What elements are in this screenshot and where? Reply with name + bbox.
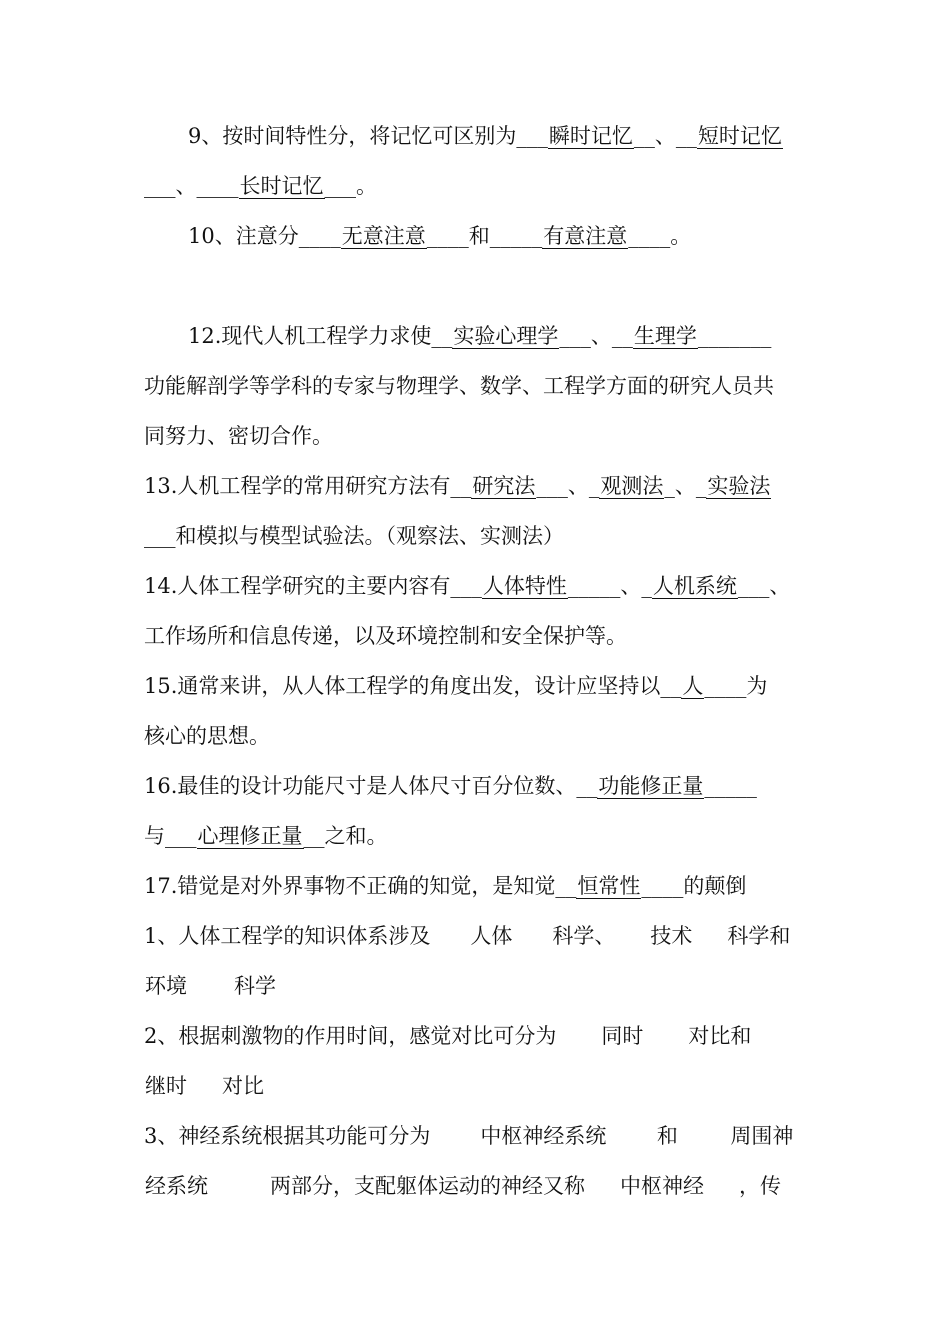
text: 对比 <box>222 1074 264 1098</box>
text: 科学、 <box>552 924 616 948</box>
text: _____、_ <box>567 574 652 598</box>
text: 9、按时间特性分，将记忆可区别为___ <box>188 124 548 148</box>
text: ___。 <box>324 174 377 198</box>
text: 10、注意分____ <box>188 224 341 248</box>
text: 两部分，支配躯体运动的神经又称 <box>270 1174 585 1198</box>
answer-blank: 继时 <box>144 1070 222 1102</box>
answer-blank: 短时记忆 <box>697 124 782 148</box>
question-14-line-1 <box>144 570 808 602</box>
question-16-line-2 <box>144 820 808 852</box>
text: 2、根据刺激物的作用时间，感觉对比可分为 <box>144 1024 557 1048</box>
text: ___、__ <box>559 324 633 348</box>
answer-blank: 中枢神经 <box>585 1170 739 1202</box>
answer-blank: 人体特性 <box>482 574 567 598</box>
text: __之和。 <box>303 824 388 848</box>
text: 12.现代人机工程学力求使__ <box>188 324 453 348</box>
question-15-line-1 <box>144 670 808 702</box>
item-3-line-1 <box>144 1120 808 1152</box>
answer-blank: 人机系统 <box>652 574 737 598</box>
answer-blank: 环境 <box>144 970 234 1002</box>
answer-blank: 周围神 <box>678 1120 794 1152</box>
text: 对比和 <box>688 1024 752 1048</box>
text: 3、神经系统根据其功能可分为 <box>144 1124 431 1148</box>
text: 1、人体工程学的知识体系涉及 <box>144 924 431 948</box>
answer-blank: 技术 <box>615 920 727 952</box>
text: ___、 <box>737 574 791 598</box>
text: ____为 <box>704 674 768 698</box>
text: 科学 <box>234 974 276 998</box>
question-13-line-2: ___和模拟与模型试验法。（观察法、实测法） <box>144 524 564 548</box>
text: 科学和 <box>727 924 791 948</box>
question-10-line <box>188 220 808 252</box>
answer-blank: 长时记忆 <box>239 174 324 198</box>
text: __、__ <box>633 124 697 148</box>
answer-blank: 人 <box>682 674 704 698</box>
item-1-line-2 <box>144 970 808 1002</box>
text: 14.人体工程学研究的主要内容有___ <box>144 574 482 598</box>
question-13-line-1 <box>144 470 808 502</box>
item-3-line-2 <box>144 1170 808 1202</box>
answer-blank: 观测法 <box>600 474 664 498</box>
answer-blank: 研究法 <box>472 474 536 498</box>
answer-blank: 心理修正量 <box>197 824 303 848</box>
question-9-line-1 <box>188 120 808 152</box>
text: ，传 <box>739 1174 781 1198</box>
answer-blank: 经系统 <box>144 1170 270 1202</box>
answer-blank: 中枢神经系统 <box>430 1120 656 1152</box>
answer-blank: 功能修正量 <box>598 774 704 798</box>
answer-blank: 同时 <box>556 1020 688 1052</box>
text: 17.错觉是对外界事物不正确的知觉，是知觉__ <box>144 874 577 898</box>
answer-blank: 恒常性 <box>577 874 641 898</box>
answer-blank: 有意注意 <box>543 224 628 248</box>
text: ____的颠倒 <box>641 874 747 898</box>
question-17-line <box>144 870 808 902</box>
question-12-line-1 <box>188 320 808 352</box>
answer-blank: 无意注意 <box>341 224 426 248</box>
item-2-line-1 <box>144 1020 808 1052</box>
text: 16.最佳的设计功能尺寸是人体尺寸百分位数、__ <box>144 774 598 798</box>
text: ___、____ <box>144 174 239 198</box>
question-16-line-1 <box>144 770 808 802</box>
text: ____和_____ <box>426 224 543 248</box>
question-12-line-2: 功能解剖学等学科的专家与物理学、数学、工程学方面的研究人员共 <box>144 374 774 398</box>
answer-blank: 实验心理学 <box>453 324 559 348</box>
item-1-line-1 <box>144 920 808 952</box>
text: _、_ <box>664 474 707 498</box>
question-9-line-2 <box>144 170 808 202</box>
question-14-line-2: 工作场所和信息传递，以及环境控制和安全保护等。 <box>144 624 627 648</box>
answer-blank: 实验法 <box>707 474 771 498</box>
answer-blank: 生理学 <box>633 324 697 348</box>
text: 13.人机工程学的常用研究方法有__ <box>144 474 472 498</box>
answer-blank: 瞬时记忆 <box>548 124 633 148</box>
text: 15.通常来讲，从人体工程学的角度出发，设计应坚持以__ <box>144 674 682 698</box>
text: _______ <box>697 324 772 348</box>
item-2-line-2 <box>144 1070 808 1102</box>
text: 与___ <box>144 824 197 848</box>
answer-blank: 人体 <box>430 920 552 952</box>
question-15-line-2: 核心的思想。 <box>144 724 270 748</box>
question-12-line-3: 同努力、密切合作。 <box>144 424 333 448</box>
text: _____ <box>704 774 757 798</box>
text: 和 <box>656 1124 678 1148</box>
text: ____。 <box>628 224 692 248</box>
text: ___、_ <box>536 474 600 498</box>
